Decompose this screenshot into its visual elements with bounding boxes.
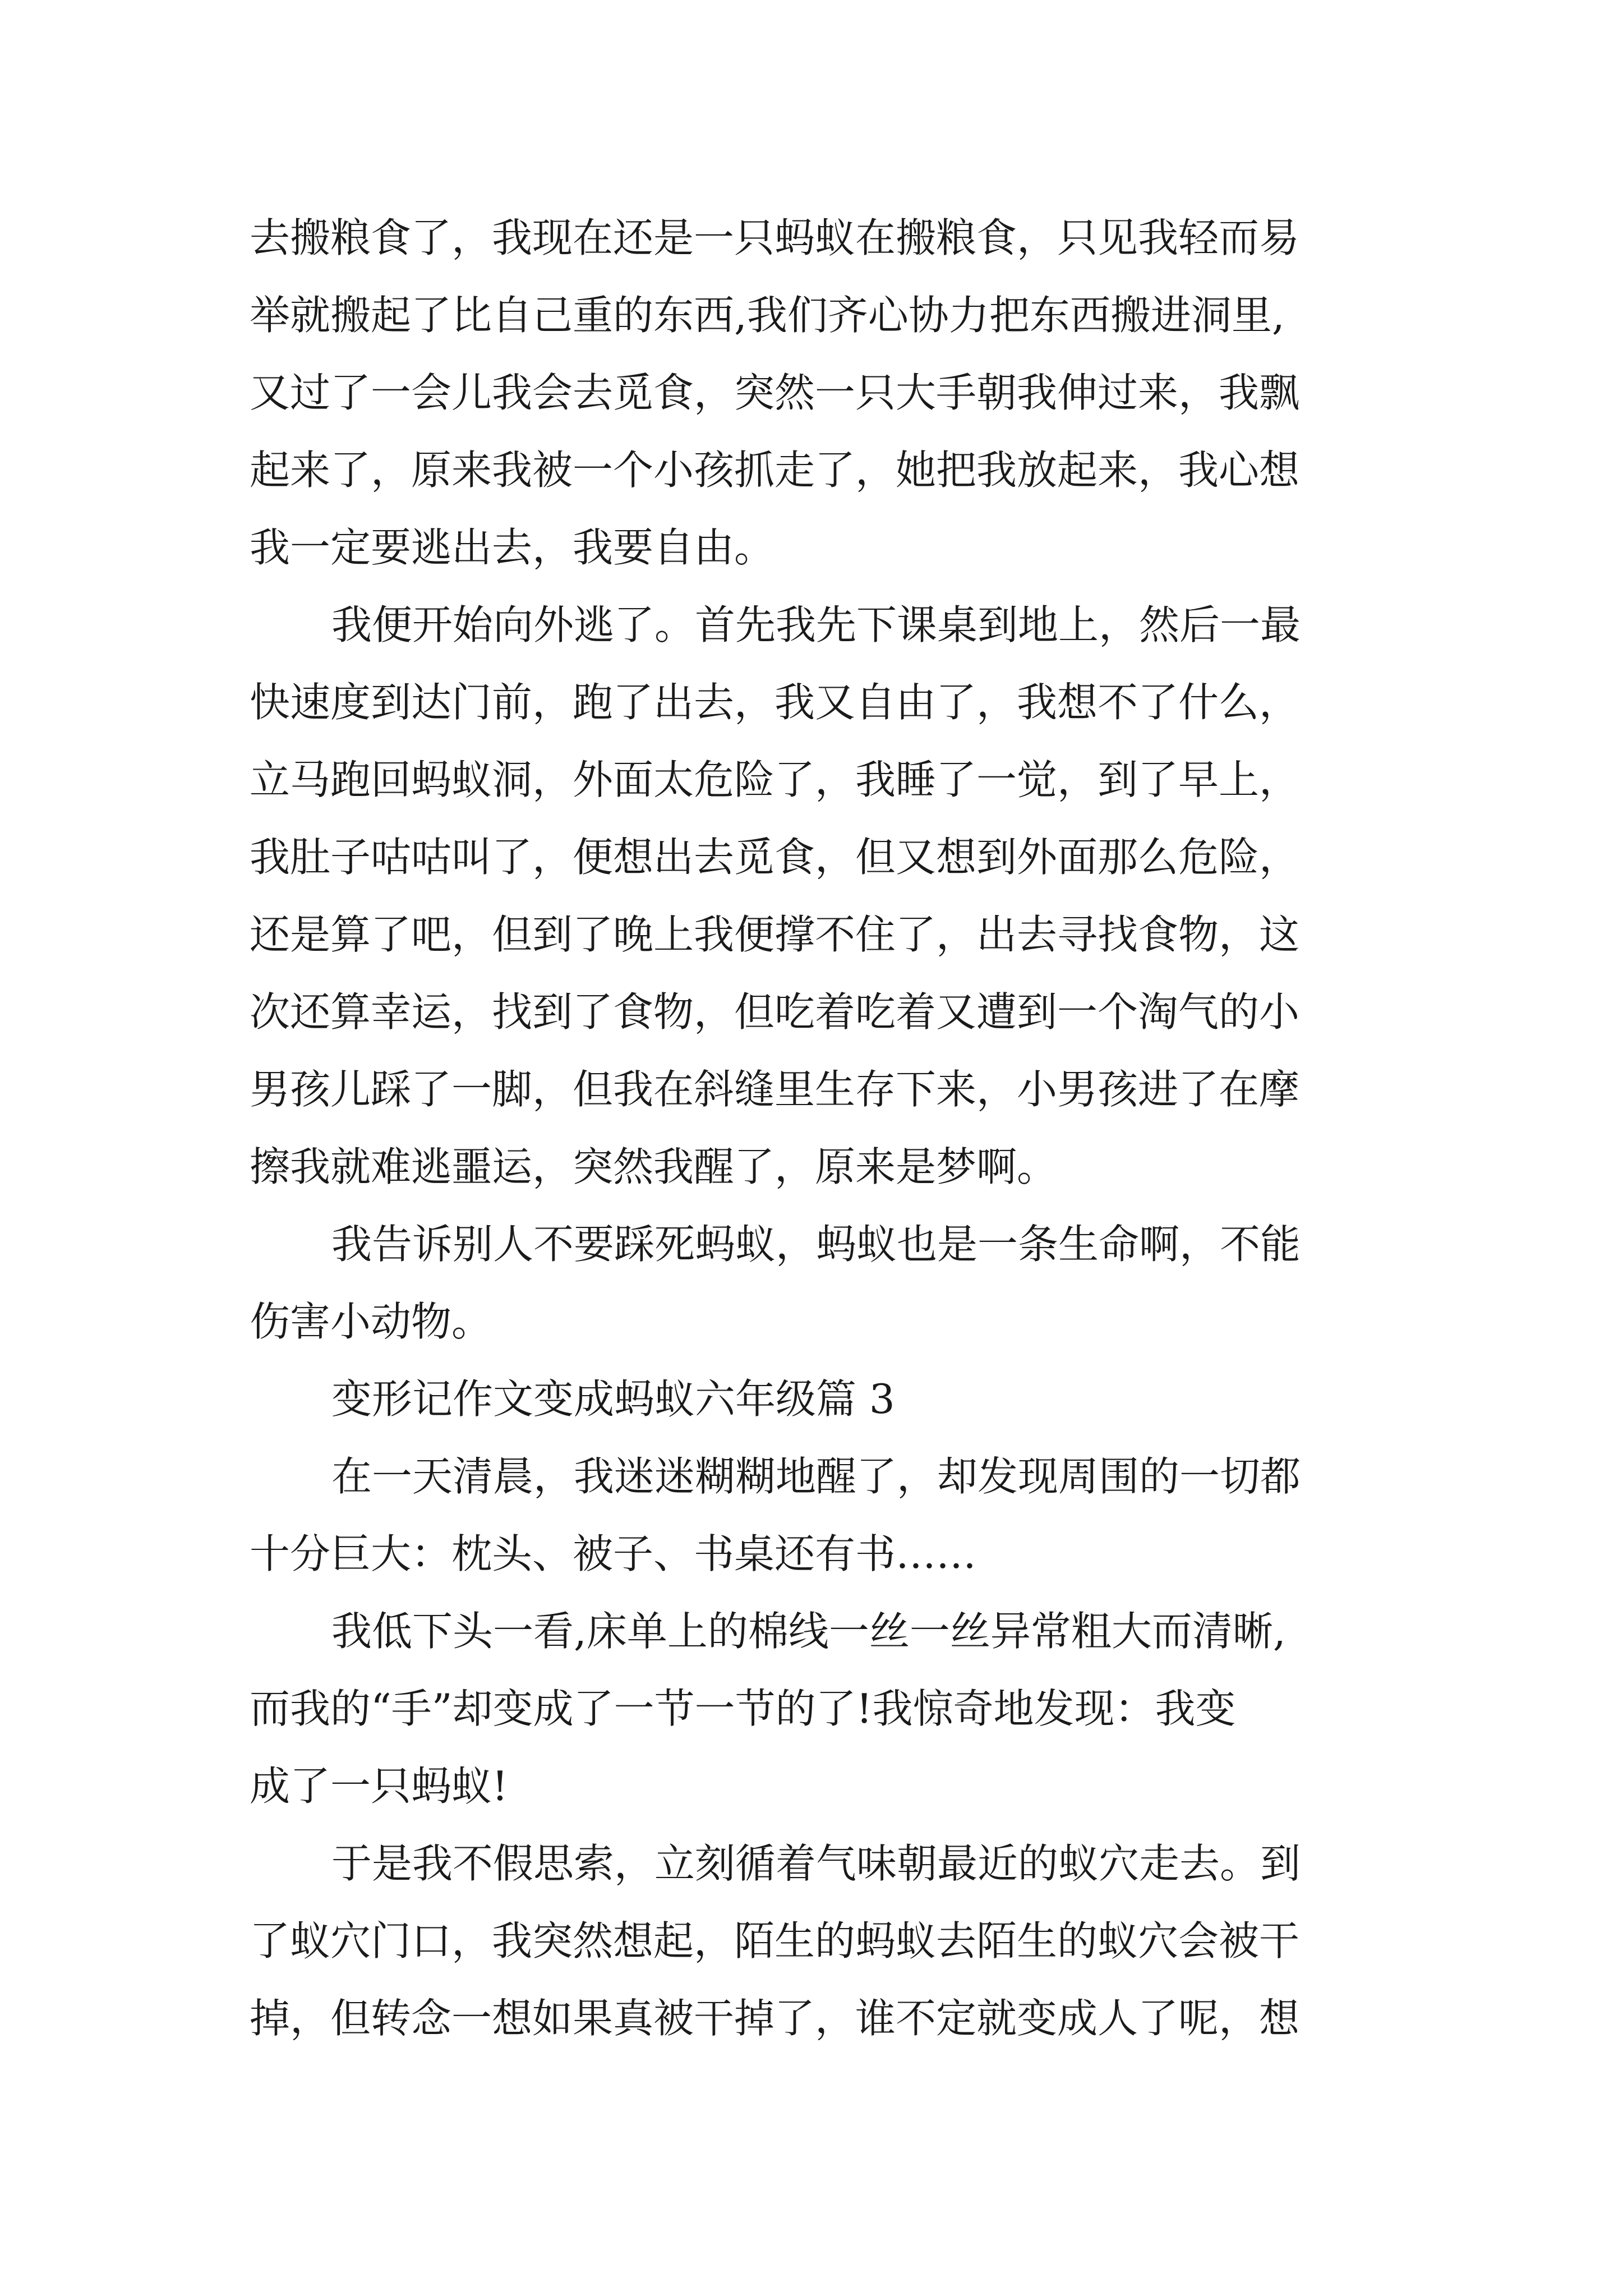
text-line: 成了一只蚂蚁! — [250, 1763, 508, 1810]
paragraph-first-line: 我告诉别人不要踩死蚂蚁，蚂蚁也是一条生命啊，不能 — [331, 1221, 1301, 1268]
text-line: 次还算幸运，找到了食物，但吃着吃着又遭到一个淘气的小 — [250, 988, 1300, 1036]
text-line: 而我的“手”却变成了一节一节的了!我惊奇地发现：我变 — [250, 1685, 1236, 1732]
text-line: 我肚子咕咕叫了，便想出去觅食，但又想到外面那么危险， — [250, 834, 1300, 881]
text-line: 十分巨大：枕头、被子、书桌还有书…… — [250, 1530, 977, 1577]
text-line: 立马跑回蚂蚁洞，外面太危险了，我睡了一觉，到了早上， — [250, 756, 1300, 803]
text-line: 起来了，原来我被一个小孩抓走了，她把我放起来，我心想 — [250, 447, 1300, 494]
paragraph-first-line: 我便开始向外逃了。首先我先下课桌到地上，然后一最 — [331, 601, 1301, 648]
paragraph-first-line: 于是我不假思索，立刻循着气味朝最近的蚁穴走去。到 — [331, 1840, 1301, 1887]
text-line: 快速度到达门前，跑了出去，我又自由了，我想不了什么， — [250, 679, 1300, 726]
text-line: 擦我就难逃噩运，突然我醒了，原来是梦啊。 — [250, 1143, 1058, 1190]
text-line: 伤害小动物。 — [250, 1298, 492, 1345]
text-line: 举就搬起了比自己重的东西,我们齐心协力把东西搬进洞里, — [250, 292, 1285, 339]
text-line: 了蚁穴门口，我突然想起，陌生的蚂蚁去陌生的蚁穴会被干 — [250, 1917, 1300, 1964]
text-line: 我一定要逃出去，我要自由。 — [250, 524, 775, 571]
text-line: 还是算了吧，但到了晚上我便撑不住了，出去寻找食物，这 — [250, 911, 1300, 958]
paragraph-first-line: 我低下头一看,床单上的棉线一丝一丝异常粗大而清晰, — [331, 1608, 1286, 1655]
document-body — [250, 199, 1427, 2057]
paragraph-first-line: 在一天清晨，我迷迷糊糊地醒了，却发现周围的一切都 — [331, 1453, 1301, 1500]
text-line: 掉，但转念一想如果真被干掉了，谁不定就变成人了呢，想 — [250, 1995, 1300, 2042]
text-line: 男孩儿踩了一脚，但我在斜缝里生存下来，小男孩进了在摩 — [250, 1066, 1300, 1113]
text-line: 去搬粮食了，我现在还是一只蚂蚁在搬粮食，只见我轻而易 — [250, 214, 1300, 261]
text-line: 又过了一会儿我会去觅食，突然一只大手朝我伸过来，我飘 — [250, 369, 1300, 416]
section-heading: 变形记作文变成蚂蚁六年级篇 3 — [331, 1375, 895, 1423]
